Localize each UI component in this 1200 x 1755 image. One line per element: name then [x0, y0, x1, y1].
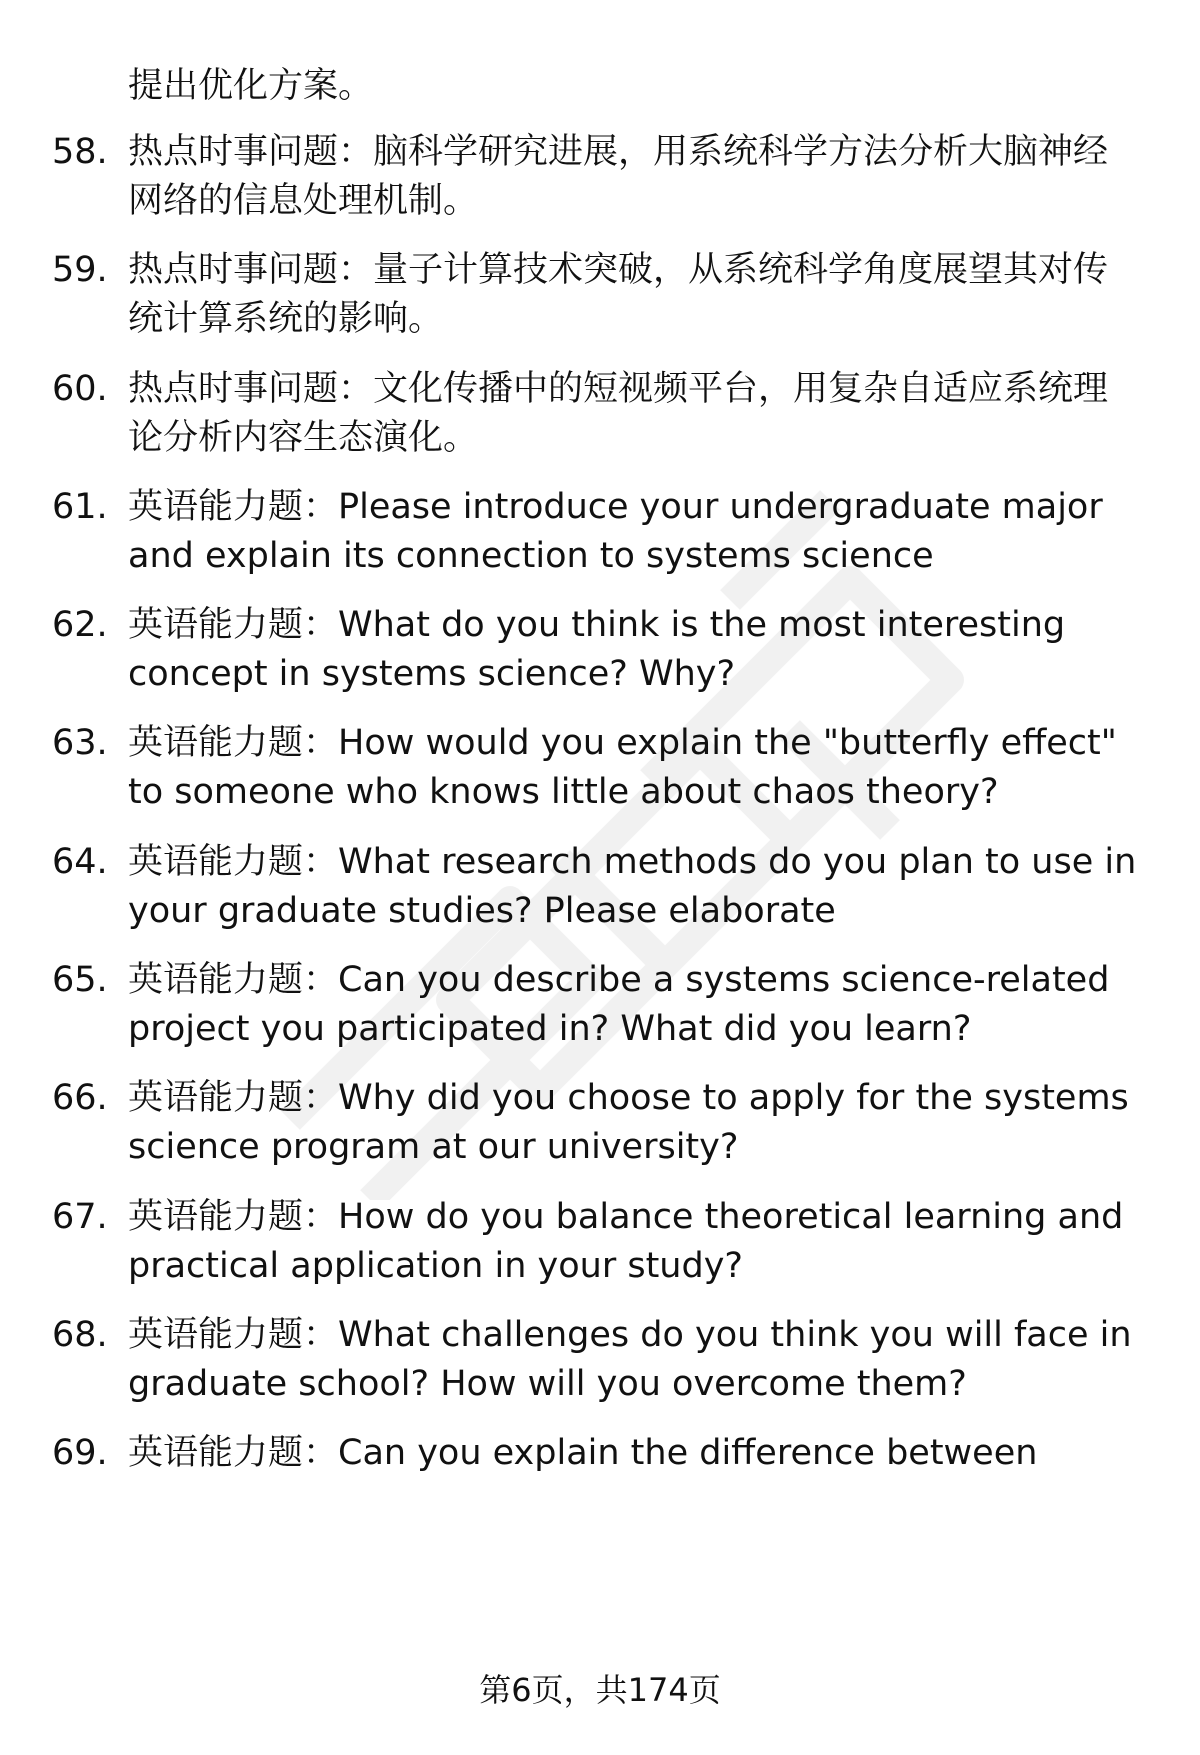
question-number: 60.	[52, 369, 108, 409]
question-line: practical application in your study?	[128, 1246, 743, 1286]
question-line: 热点时事问题：文化传播中的短视频平台，用复杂自适应系统理	[128, 369, 1109, 409]
question-line: to someone who knows little about chaos theory?	[128, 772, 999, 812]
question-item	[52, 956, 1142, 1054]
question-line: graduate school? How will you overcome them?	[128, 1364, 967, 1404]
question-line: 英语能力题：Please introduce your undergraduate major	[128, 487, 1103, 527]
question-item	[52, 1074, 1142, 1172]
question-item	[52, 838, 1142, 936]
question-line: your graduate studies? Please elaborate	[128, 891, 836, 931]
question-number: 62.	[52, 605, 108, 645]
question-number: 67.	[52, 1197, 108, 1237]
question-item	[52, 1193, 1142, 1291]
question-line: 英语能力题：What challenges do you think you will face in	[128, 1315, 1132, 1355]
question-text	[128, 365, 1138, 463]
question-text	[128, 956, 1138, 1054]
question-item	[52, 601, 1142, 699]
question-text	[128, 601, 1138, 699]
question-text	[128, 719, 1138, 817]
question-line: 热点时事问题：脑科学研究进展，用系统科学方法分析大脑神经	[128, 132, 1109, 172]
question-number: 65.	[52, 960, 108, 1000]
question-text	[128, 246, 1138, 344]
question-number: 58.	[52, 132, 108, 172]
question-number: 61.	[52, 487, 108, 527]
question-text	[128, 483, 1138, 581]
question-line: 统计算系统的影响。	[128, 299, 444, 339]
question-line: 英语能力题：Why did you choose to apply for the systems	[128, 1078, 1129, 1118]
question-text	[128, 1429, 1138, 1478]
question-text	[128, 838, 1138, 936]
question-line: 论分析内容生态演化。	[128, 418, 479, 458]
question-item	[52, 365, 1142, 463]
question-line: 英语能力题：What do you think is the most interesting	[128, 605, 1066, 645]
question-number: 69.	[52, 1433, 108, 1473]
question-text	[128, 128, 1138, 226]
question-line: 网络的信息处理机制。	[128, 181, 479, 221]
question-number: 66.	[52, 1078, 108, 1118]
page-number-footer: 第6页，共174页	[479, 1671, 721, 1709]
continuation-text: 提出优化方案。	[128, 66, 374, 106]
question-line: 英语能力题：What research methods do you plan to use in	[128, 842, 1137, 882]
question-line: science program at our university?	[128, 1127, 739, 1167]
question-line: and explain its connection to systems science	[128, 536, 934, 576]
question-text	[128, 1074, 1138, 1172]
question-line: 英语能力题：How would you explain the "butterfly effect"	[128, 723, 1117, 763]
question-number: 64.	[52, 842, 108, 882]
question-line: 英语能力题：Can you explain the difference between	[128, 1433, 1038, 1473]
question-item	[52, 128, 1142, 226]
question-line: 热点时事问题：量子计算技术突破，从系统科学角度展望其对传	[128, 250, 1109, 290]
question-item	[52, 246, 1142, 344]
question-item	[52, 719, 1142, 817]
question-text	[128, 1311, 1138, 1409]
question-number: 63.	[52, 723, 108, 763]
question-line: 英语能力题：Can you describe a systems science-related	[128, 960, 1110, 1000]
question-item	[52, 1311, 1142, 1409]
question-text	[128, 1193, 1138, 1291]
question-number: 59.	[52, 250, 108, 290]
question-line: concept in systems science? Why?	[128, 654, 736, 694]
question-item	[52, 483, 1142, 581]
question-line: project you participated in? What did you learn?	[128, 1009, 972, 1049]
question-item	[52, 1429, 1142, 1478]
question-number: 68.	[52, 1315, 108, 1355]
question-line: 英语能力题：How do you balance theoretical learning and	[128, 1197, 1124, 1237]
